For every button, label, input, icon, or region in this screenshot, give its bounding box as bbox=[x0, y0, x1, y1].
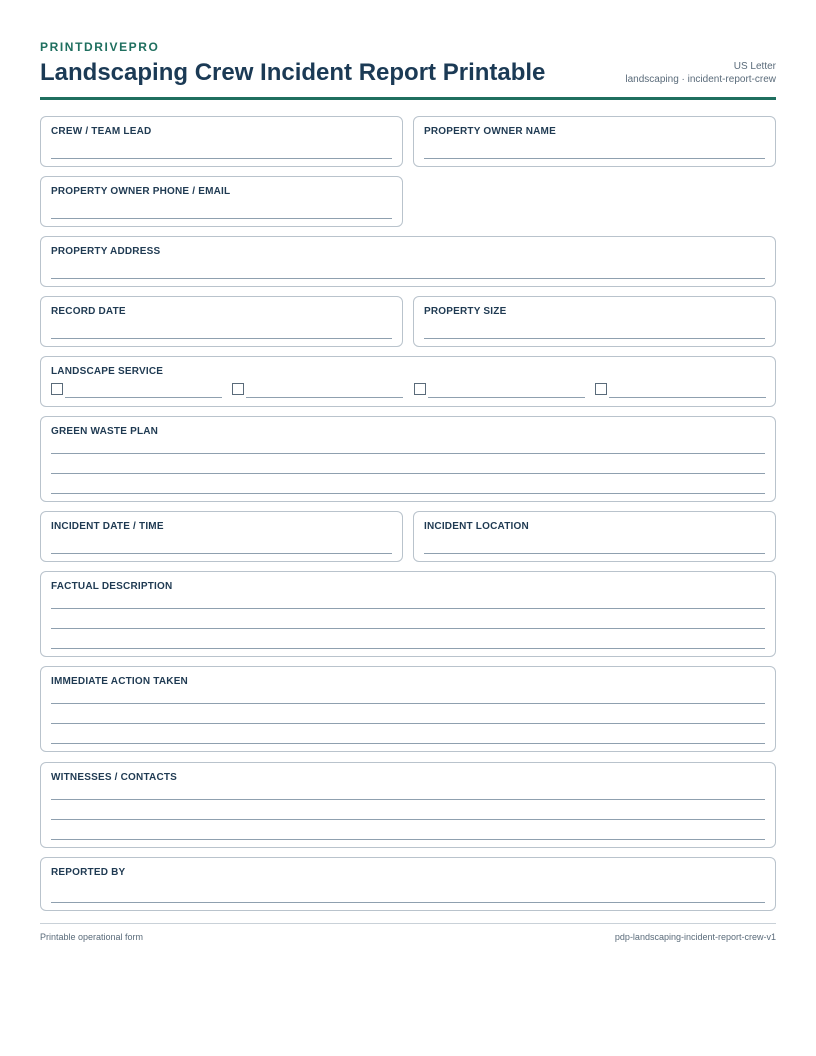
owner-name-field bbox=[413, 116, 776, 167]
witnesses-line[interactable] bbox=[51, 819, 765, 820]
immediate-action-line[interactable] bbox=[51, 723, 765, 724]
witnesses-line[interactable] bbox=[51, 839, 765, 840]
checkbox[interactable] bbox=[595, 383, 607, 395]
record-date-field bbox=[40, 296, 403, 347]
service-option-line[interactable] bbox=[65, 397, 222, 398]
witnesses-field bbox=[40, 762, 776, 848]
footer-caption: Printable operational form bbox=[40, 932, 144, 942]
incident-datetime-label: INCIDENT DATE / TIME bbox=[51, 521, 164, 532]
paper-size: US Letter bbox=[733, 61, 776, 72]
checkbox[interactable] bbox=[414, 383, 426, 395]
green-waste-plan-field bbox=[40, 416, 776, 502]
owner-contact-input-line[interactable] bbox=[51, 218, 392, 219]
form-header bbox=[40, 40, 776, 100]
factual-description-line[interactable] bbox=[51, 628, 765, 629]
service-option-line[interactable] bbox=[609, 397, 766, 398]
form-title: Landscaping Crew Incident Report Printable bbox=[40, 59, 546, 86]
immediate-action-line[interactable] bbox=[51, 703, 765, 704]
crew-lead-field bbox=[40, 116, 403, 167]
incident-location-input-line[interactable] bbox=[424, 553, 765, 554]
form-tags: landscaping · incident-report-crew bbox=[625, 74, 776, 85]
owner-name-label: PROPERTY OWNER NAME bbox=[424, 126, 556, 137]
factual-description-field bbox=[40, 571, 776, 657]
factual-description-line[interactable] bbox=[51, 648, 765, 649]
incident-location-label: INCIDENT LOCATION bbox=[424, 521, 529, 532]
crew-lead-input-line[interactable] bbox=[51, 158, 392, 159]
record-date-input-line[interactable] bbox=[51, 338, 392, 339]
immediate-action-field bbox=[40, 666, 776, 752]
property-address-field bbox=[40, 236, 776, 287]
property-size-input-line[interactable] bbox=[424, 338, 765, 339]
crew-lead-label: CREW / TEAM LEAD bbox=[51, 126, 152, 137]
green-waste-plan-line[interactable] bbox=[51, 473, 765, 474]
immediate-action-line[interactable] bbox=[51, 743, 765, 744]
reported-by-input-line[interactable] bbox=[51, 902, 765, 903]
property-size-label: PROPERTY SIZE bbox=[424, 306, 507, 317]
owner-contact-label: PROPERTY OWNER PHONE / EMAIL bbox=[51, 186, 231, 197]
service-option-4[interactable] bbox=[595, 383, 766, 399]
landscape-service-label: LANDSCAPE SERVICE bbox=[51, 366, 164, 377]
incident-location-field bbox=[413, 511, 776, 562]
immediate-action-label: IMMEDIATE ACTION TAKEN bbox=[51, 676, 188, 687]
witnesses-label: WITNESSES / CONTACTS bbox=[51, 772, 178, 783]
property-address-input-line[interactable] bbox=[51, 278, 765, 279]
record-date-label: RECORD DATE bbox=[51, 306, 126, 317]
form-id: pdp-landscaping-incident-report-crew-v1 bbox=[614, 932, 776, 942]
property-address-label: PROPERTY ADDRESS bbox=[51, 246, 161, 257]
property-size-field bbox=[413, 296, 776, 347]
service-option-line[interactable] bbox=[428, 397, 585, 398]
reported-by-label: REPORTED BY bbox=[51, 867, 126, 878]
form-meta bbox=[625, 60, 776, 86]
owner-name-input-line[interactable] bbox=[424, 158, 765, 159]
form-footer bbox=[40, 923, 776, 942]
incident-datetime-field bbox=[40, 511, 403, 562]
incident-datetime-input-line[interactable] bbox=[51, 553, 392, 554]
factual-description-line[interactable] bbox=[51, 608, 765, 609]
service-option-line[interactable] bbox=[246, 397, 403, 398]
service-option-1[interactable] bbox=[51, 383, 222, 399]
green-waste-plan-label: GREEN WASTE PLAN bbox=[51, 426, 159, 437]
green-waste-plan-line[interactable] bbox=[51, 453, 765, 454]
service-option-3[interactable] bbox=[414, 383, 585, 399]
checkbox[interactable] bbox=[51, 383, 63, 395]
landscape-service-field bbox=[40, 356, 776, 407]
green-waste-plan-line[interactable] bbox=[51, 493, 765, 494]
service-option-2[interactable] bbox=[232, 383, 403, 399]
brand-name: PRINTDRIVEPRO bbox=[40, 40, 160, 54]
witnesses-line[interactable] bbox=[51, 799, 765, 800]
owner-contact-field bbox=[40, 176, 403, 227]
factual-description-label: FACTUAL DESCRIPTION bbox=[51, 581, 173, 592]
reported-by-field bbox=[40, 857, 776, 911]
checkbox[interactable] bbox=[232, 383, 244, 395]
